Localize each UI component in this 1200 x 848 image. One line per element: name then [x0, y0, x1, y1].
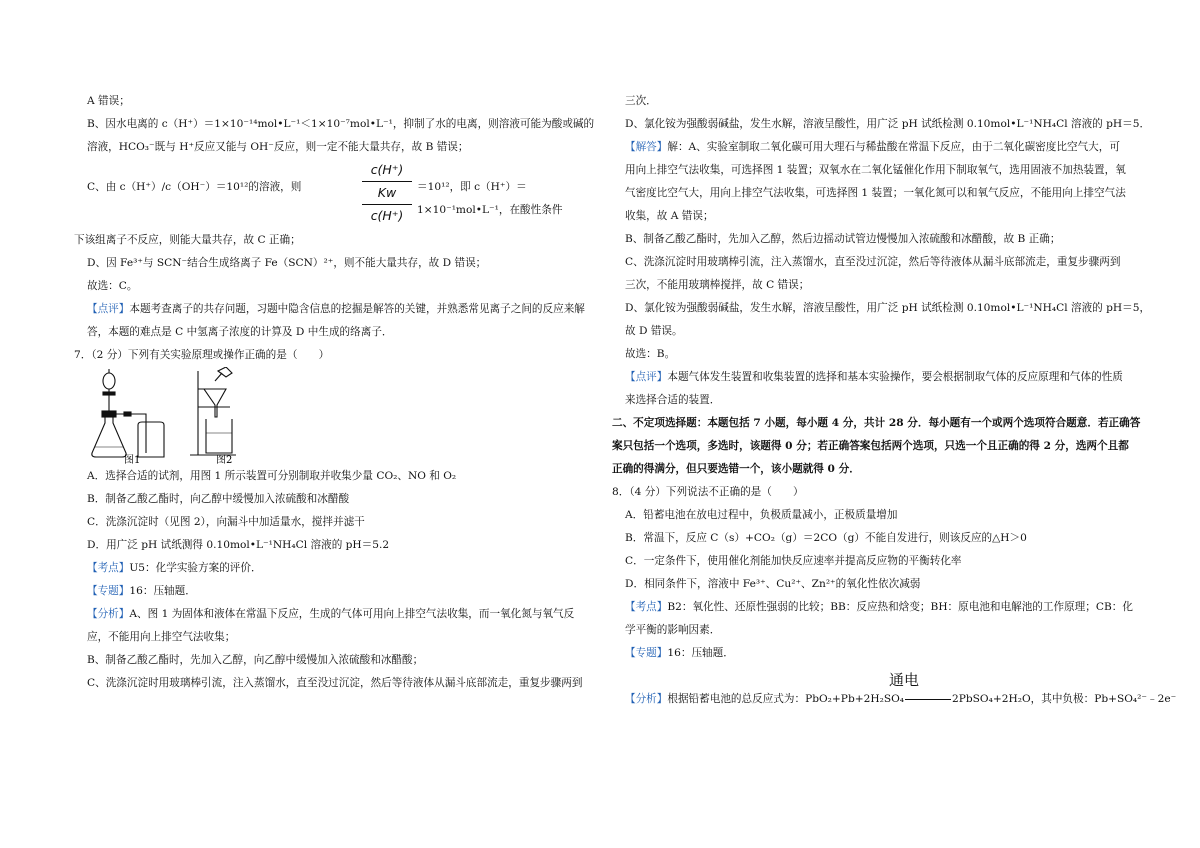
option-b: B．常温下，反应 C（s）+CO₂（g）＝2CO（g）不能自发进行，则该反应的△H＞0: [625, 532, 1027, 544]
text-line: 故选：B。: [625, 348, 676, 360]
comment-tag: 【点评】: [87, 303, 130, 315]
fraction-numerator: c(H⁺): [370, 162, 404, 177]
fenxi-tag: 【分析】: [87, 608, 130, 620]
text-line: 收集，故 A 错误；: [625, 210, 714, 222]
section-heading: 正确的得满分，但只要选错一个，该小题就得 0 分．: [612, 463, 860, 475]
fenxi-text: A、图 1 为固体和液体在常温下反应，生成的气体可用向上排空气法收集，而一氧化氮与氧气反: [129, 608, 575, 620]
fraction-middle: Kw: [377, 185, 397, 200]
apparatus-drawing: [86, 367, 256, 465]
dianping-tag: 【点评】: [625, 371, 668, 383]
text-line: D、氯化铵为强酸弱碱盐，发生水解，溶液呈酸性，用广泛 pH 试纸检测 0.10mol•L⁻¹NH₄Cl 溶液的 pH＝5．: [625, 118, 1151, 130]
dianping-line: [612, 366, 1136, 389]
text-line: 应，不能用向上排空气法收集；: [87, 631, 236, 643]
text-line: C、由 c（H⁺）/c（OH⁻）＝10¹²的溶液，则: [87, 181, 302, 193]
text-line: D、氯化铵为强酸弱碱盐，发生水解，溶液呈酸性，用广泛 pH 试纸检测 0.10mol•L⁻¹NH₄Cl 溶液的 pH＝5，: [625, 302, 1151, 314]
kaodian-text: U5：化学实验方案的评价．: [129, 562, 262, 574]
text-line: D、因 Fe³⁺与 SCN⁻结合生成络离子 Fe（SCN）²⁺，则不能大量共存，故 D 错误；: [87, 257, 487, 269]
left-column: [74, 90, 594, 695]
option-a: A．铅蓄电池在放电过程中，负极质量减小，正极质量增加: [625, 509, 898, 521]
text-line: C、洗涤沉淀时用玻璃棒引流，注入蒸馏水，直至没过沉淀，然后等待液体从漏斗底部流走，重复步骤两到: [625, 256, 1121, 268]
fenxi-tag: 【分析】: [625, 693, 668, 705]
kaodian-text: B2：氧化性、还原性强弱的比较；BB：反应热和焓变；BH：原电池和电解池的工作原理；CB：化: [667, 601, 1133, 613]
option-c: C．洗涤沉淀时（见图 2），向漏斗中加适量水，搅拌并滤干: [87, 516, 365, 528]
fenxi-line: [612, 688, 1177, 711]
option-b: B．制备乙酸乙酯时，向乙醇中缓慢加入浓硫酸和冰醋酸: [87, 493, 350, 505]
text-line: B、制备乙酸乙酯时，先加入乙醇，然后边摇动试管边慢慢加入浓硫酸和冰醋酸，故 B 正确；: [625, 233, 1061, 245]
question-7: 7．（2 分）下列有关实验原理或操作正确的是（ ）: [74, 349, 330, 361]
flask-apparatus: [92, 369, 164, 457]
text-line: 答，本题的难点是 C 中氢离子浓度的计算及 D 中生成的络离子．: [87, 326, 393, 338]
text-line: 学平衡的影响因素．: [625, 624, 721, 636]
comment-text: 本题考查离子的共存问题，习题中隐含信息的挖掘是解答的关键，并熟悉常见离子之间的反应来解: [129, 303, 585, 315]
figure-1-label: 图1: [124, 455, 141, 465]
zhuanti-line: [74, 580, 594, 603]
text-line: C、洗涤沉淀时用玻璃棒引流，注入蒸馏水，直至没过沉淀，然后等待液体从漏斗底部流走，重复步骤两到: [87, 677, 583, 689]
text-line: 故选：C。: [87, 280, 138, 292]
option-a: A．选择合适的试剂，用图 1 所示装置可分别制取并收集少量 CO₂、NO 和 O₂: [87, 470, 457, 482]
section-heading: 二、不定项选择题：本题包括 7 小题，每小题 4 分，共计 28 分．每小题有一个或两个选项符合题意．若正确答: [612, 417, 1141, 429]
funnel-apparatus: [190, 367, 236, 455]
text-line: 故 D 错误。: [625, 325, 683, 337]
fraction-denominator: c(H⁺): [370, 208, 404, 223]
text-line: A 错误；: [87, 95, 130, 107]
dianping-text: 本题气体发生装置和收集装置的选择和基本实验操作，要会根据制取气体的反应原理和气体的性质: [667, 371, 1123, 383]
zhuanti-line: [612, 642, 1136, 665]
electrolysis-condition: [612, 665, 1136, 688]
text-line: 来选择合适的装置．: [625, 394, 721, 406]
kaodian-line: [74, 557, 594, 580]
zhuanti-tag: 【专题】: [87, 585, 130, 597]
text-line: 用向上排空气法收集，可选择图 1 装置；双氧水在二氧化锰催化作用下制取氧气，选用固液不加热装置，氧: [625, 164, 1126, 176]
fenxi-text-b: 2PbSO₄+2H₂O，其中负极：Pb+SO₄²⁻﹣2e⁻: [952, 693, 1177, 705]
text-line: 下该组离子不反应，则能大量共存，故 C 正确；: [74, 234, 301, 246]
question-8: 8．（4 分）下列说法不正确的是（ ）: [612, 486, 804, 498]
text-line: B、制备乙酸乙酯时，先加入乙醇，向乙醇中缓慢加入浓硫酸和冰醋酸；: [87, 654, 424, 666]
section-heading: 案只包括一个选项，多选时，该题得 0 分；若正确答案包括两个选项，只选一个且正确的得 2 分，选两个且都: [612, 440, 1129, 452]
text-line: B、因水电离的 c（H⁺）＝1×10⁻¹⁴mol•L⁻¹＜1×10⁻⁷mol•L⁻¹，抑制了水的电离，则溶液可能为酸或碱的: [87, 118, 595, 130]
text-line: 三次，不能用玻璃棒搅拌，故 C 错误；: [625, 279, 810, 291]
kaodian-line: [612, 596, 1136, 619]
option-d: D．用广泛 pH 试纸测得 0.10mol•L⁻¹NH₄Cl 溶液的 pH＝5.2: [87, 539, 390, 551]
comment-line: [74, 298, 594, 321]
kaodian-tag: 【考点】: [87, 562, 130, 574]
reaction-arrow-line: [905, 699, 951, 700]
option-c: C．一定条件下，使用催化剂能加快反应速率并提高反应物的平衡转化率: [625, 555, 962, 567]
compound-fraction: [360, 159, 414, 227]
zhuanti-text: 16：压轴题．: [129, 585, 196, 597]
zhuanti-tag: 【专题】: [625, 647, 668, 659]
fraction-line: [74, 159, 594, 229]
text-line: 气密度比空气大，用向上排空气法收集，可选择图 1 装置；一氧化氮可以和氧气反应，不能用向上排空气法: [625, 187, 1126, 199]
text-line: ＝10¹²，即 c（H⁺）＝1×10⁻¹mol•L⁻¹，在酸性条件: [417, 181, 563, 216]
jieda-line: [612, 136, 1136, 159]
text-line: 溶液，HCO₃⁻既与 H⁺反应又能与 OH⁻反应，则一定不能大量共存，故 B 错误；: [87, 141, 469, 153]
fenxi-line: [74, 603, 594, 626]
zhuanti-text: 16：压轴题．: [667, 647, 734, 659]
kaodian-tag: 【考点】: [625, 601, 668, 613]
text-line: 三次．: [625, 95, 657, 107]
right-column: [612, 90, 1177, 711]
tongdian-label: 通电: [889, 671, 920, 689]
figure-apparatus: [74, 367, 594, 465]
fenxi-text-a: 根据铅蓄电池的总反应式为：PbO₂+Pb+2H₂SO₄: [667, 693, 905, 705]
jieda-tag: 【解答】: [625, 141, 668, 153]
option-d: D．相同条件下，溶液中 Fe³⁺、Cu²⁺、Zn²⁺的氧化性依次减弱: [625, 578, 921, 590]
figure-2-label: 图2: [216, 455, 233, 465]
jieda-text: 解：A、实验室制取二氧化碳可用大理石与稀盐酸在常温下反应，由于二氧化碳密度比空气大，可: [667, 141, 1120, 153]
